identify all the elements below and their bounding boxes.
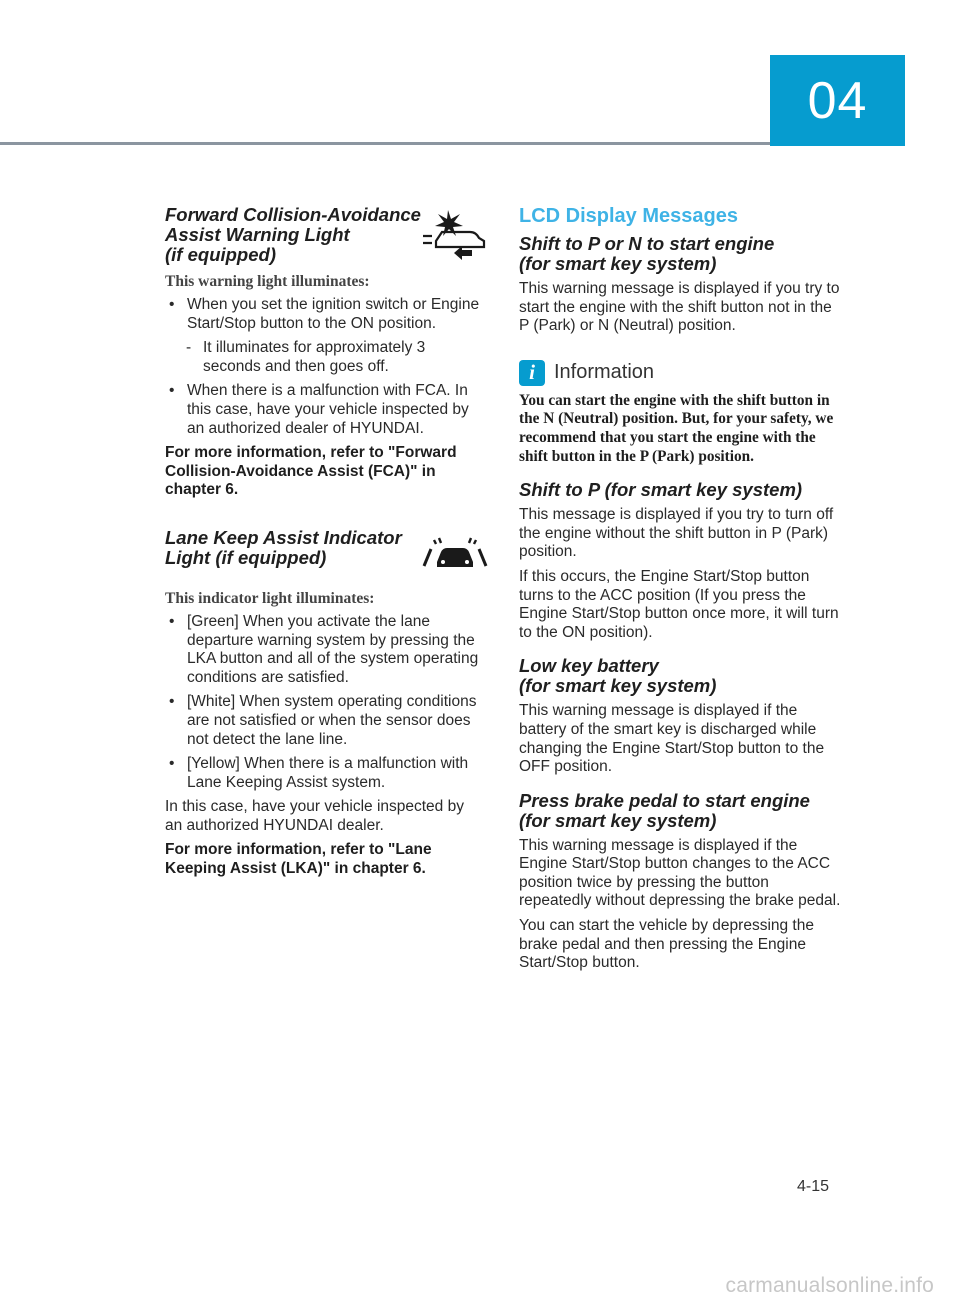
brake-para: This warning message is displayed if the Engine Start/Stop button changes to the ACC position twice by pressing the button repeatedly without depressing the brake pedal. [519, 836, 841, 910]
list-item: • [White] When system operating conditions are not satisfied or when the sensor does not detect the lane line. [169, 693, 477, 748]
list-item: • When you set the ignition switch or Engine Start/Stop button to the ON position. [169, 296, 480, 332]
information-text: You can start the engine with the shift button in the N (Neutral) position. But, for your safety, we recommend that you start the engine with the shift button in the P (Park) position. [519, 391, 834, 465]
shift-p-para: If this occurs, the Engine Start/Stop button turns to the ACC position (If you press the Engine Start/Stop button once more, it will turn to the ON position). [519, 567, 839, 641]
shift-pn-text: This warning message is displayed if you try to start the engine with the shift button not in the P (Park) or N (Neutral) position. [519, 280, 840, 335]
fca-bullets [165, 296, 485, 333]
right-column [519, 205, 841, 979]
list-item: • When there is a malfunction with FCA. In this case, have your vehicle inspected by an authorized dealer of HYUNDAI. [169, 382, 469, 437]
brake-title: Press brake pedal to start engine (for smart key system) [519, 789, 810, 831]
lka-section [165, 528, 485, 879]
fca-section [165, 205, 485, 500]
information-header [519, 360, 841, 386]
shift-p-title: Shift to P (for smart key system) [519, 479, 803, 501]
header-rule [0, 142, 770, 145]
information-label: Information [554, 361, 655, 384]
fca-lead: This warning light illuminates: [165, 273, 370, 290]
lka-para: In this case, have your vehicle inspected by an authorized HYUNDAI dealer. [165, 798, 464, 834]
lka-lead: This indicator light illuminates: [165, 589, 375, 607]
brake-para: You can start the vehicle by depressing the brake pedal and then pressing the Engine Start/Stop button. [519, 917, 814, 972]
lka-note: For more information, refer to "Lane Keeping Assist (LKA)" in chapter 6. [165, 841, 432, 878]
fca-title: Forward Collision-Avoidance Assist Warning Light (if equipped) [165, 204, 421, 265]
watermark: carmanualsonline.info [725, 1274, 934, 1297]
shift-p-para: This message is displayed if you try to turn off the engine without the shift button in P (Park) position. [519, 506, 834, 561]
lka-bullets [165, 613, 485, 792]
shift-pn-title: Shift to P or N to start engine (for smart key system) [519, 233, 775, 274]
forward-collision-warning-icon [420, 210, 490, 262]
left-column [165, 205, 485, 885]
fca-sub-item: - It illuminates for approximately 3 seconds and then goes off. [186, 339, 426, 375]
information-icon: i [519, 360, 545, 386]
low-key-title: Low key battery (for smart key system) [519, 655, 717, 697]
page-number: 4-15 [797, 1178, 830, 1195]
fca-note: For more information, refer to "Forward Collision-Avoidance Assist (FCA)" in chapter 6. [165, 444, 457, 499]
list-item: • [Green] When you activate the lane departure warning system by pressing the LKA button and all of the system operating conditions are satisfied. [169, 612, 479, 686]
section-title: LCD Display Messages [519, 205, 738, 227]
lane-keep-assist-icon [421, 532, 489, 570]
low-key-text: This warning message is displayed if the battery of the smart key is discharged while changing the Engine Start/Stop button to the OFF position. [519, 702, 825, 776]
fca-bullets-2 [165, 382, 485, 438]
lka-title: Lane Keep Assist Indicator Light (if equipped) [165, 526, 402, 568]
list-item: • [Yellow] When there is a malfunction with Lane Keeping Assist system. [169, 755, 469, 791]
chapter-tab: 04 [770, 55, 905, 146]
